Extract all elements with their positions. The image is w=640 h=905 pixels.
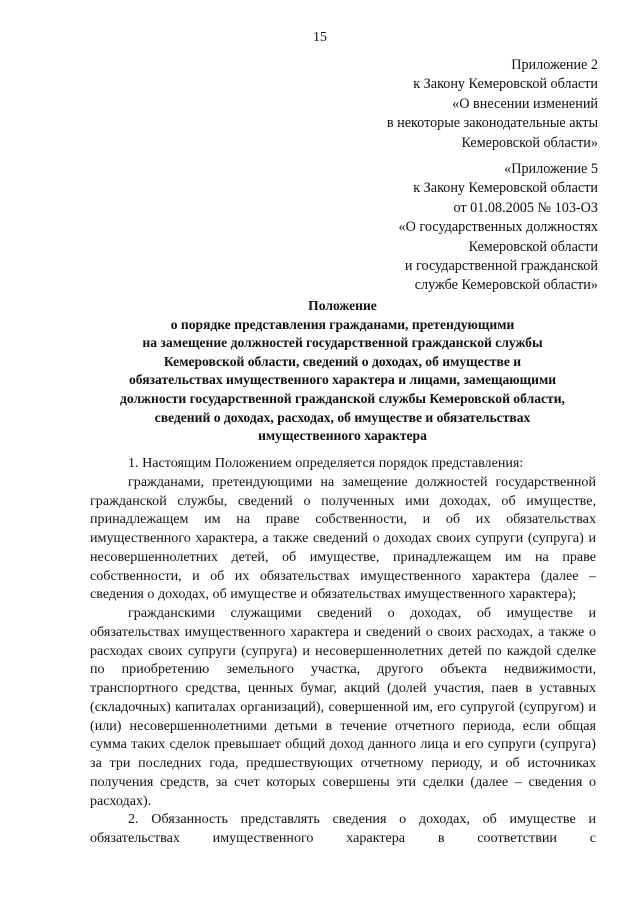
appendix-2-line: Кемеровской области» — [461, 134, 598, 151]
title-line: Кемеровской области, сведений о доходах, об имуществе и — [163, 353, 522, 369]
appendix-2-line: Приложение 2 — [511, 57, 598, 73]
appendix-5-line: от 01.08.2005 № 103-ОЗ — [453, 199, 598, 216]
appendix-2-line: к Закону Кемеровской области — [413, 76, 598, 93]
appendix-5-header — [399, 160, 598, 296]
appendix-2-line: в некоторые законодательные акты — [386, 115, 598, 132]
appendix-2-line: «О внесении изменений — [452, 95, 598, 112]
body-paragraph: гражданами, претендующими на замещение должностей государственной гражданской службы, сведений о полученных ими доходах, об имуществе, принадлежащем им на праве собственности, и об их обязательствах имущественного характера, а также сведений о доходах своих супруги (супруга) и несовершеннолетних детей, об имуществе, принадлежащем им на праве собственности, и об их обязательствах имущественного характера (далее – сведения о доходах, об имуществе и обязательствах имущественного характера); — [90, 473, 596, 603]
title-line: на замещение должностей государственной гражданской службы — [142, 335, 543, 351]
appendix-2-header — [387, 56, 598, 153]
title-line: Положение — [308, 298, 377, 313]
title-line: имущественного характера — [258, 428, 427, 444]
body-paragraph: 1. Настоящим Положением определяется порядок представления: — [128, 455, 524, 471]
title-line: сведений о доходах, расходах, об имуществе и обязательствах — [154, 409, 531, 425]
document-body — [90, 454, 596, 848]
appendix-5-line: к Закону Кемеровской области — [413, 180, 598, 197]
appendix-5-line: «О государственных должностях — [398, 219, 598, 236]
title-line: обязательствах имущественного характера и лицами, замещающими — [128, 372, 557, 388]
appendix-5-line: службе Кемеровской области» — [414, 277, 598, 294]
document-title — [90, 297, 595, 446]
appendix-5-line: «Приложение 5 — [504, 161, 598, 177]
body-paragraph: гражданскими служащими сведений о доходах, об имуществе и обязательствах имущественного характера и сведений о своих расходах, а также о расходах своих супруги (супруга) и несовершеннолетних детей по каждой сделке по приобретению земельного участка, другого объекта недвижимости, транспортного средства, ценных бумаг, акций (долей участия, паев в уставных (складочных) капиталах организаций), совершенной им, его супругой (супругом) и (или) несовершеннолетними детьми в течение отчетного периода, если общая сумма таких сделок превышает общий доход данного лица и его супруги (супруга) за три последних года, предшествующих отчетному периоду, и об источниках получения средств, за счет которых совершены эти сделки (далее – сведения о расходах). — [90, 605, 596, 809]
body-paragraph: 2. Обязанность представлять сведения о доходах, об имуществе и обязательствах имущественного характера в соответствии с — [90, 811, 596, 846]
title-line: о порядке представления гражданами, претендующими — [170, 316, 515, 332]
appendix-5-line: Кемеровской области — [468, 238, 598, 255]
appendix-5-line: и государственной гражданской — [404, 258, 598, 275]
page-number: 15 — [313, 30, 327, 45]
title-line: должности государственной гражданской службы Кемеровской области, — [120, 390, 565, 406]
